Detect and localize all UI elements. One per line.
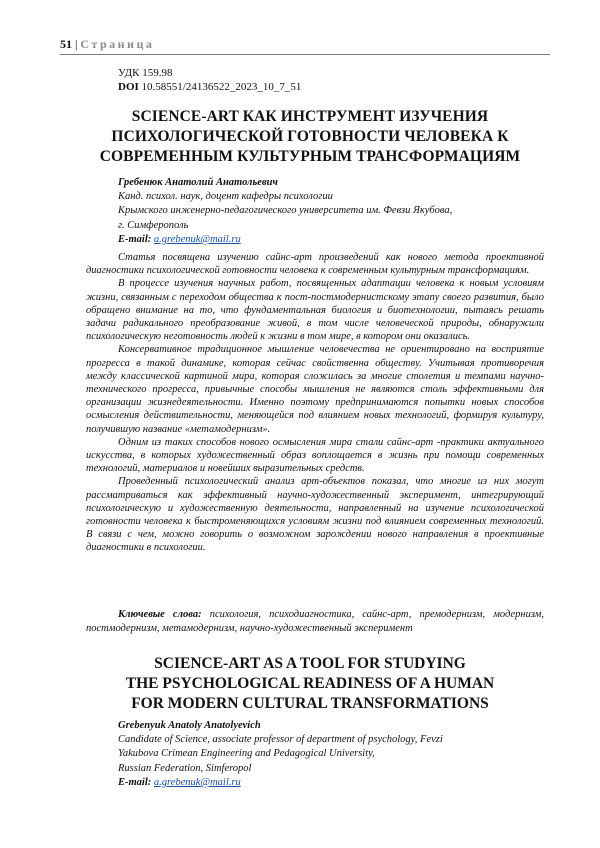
header-divider <box>60 54 550 55</box>
author-email-line-ru <box>118 233 538 247</box>
header-separator: | <box>75 37 78 51</box>
abstract-ru <box>86 251 544 555</box>
author-name-en: Grebenyuk Anatoly Anatolyevich <box>118 720 261 731</box>
page-number: 51 <box>60 37 72 51</box>
abstract-paragraph: Статья посвящена изучению сайнс-арт произведений как нового метода проективной диагностики психологической готовности человека к современным культурным трансформациям. <box>86 252 544 277</box>
abstract-paragraph: Одним из таких способов нового осмысления мира стали сайнс-арт -практики актуального искусства, в которых художественный образ воплощается в жизнь при помощи современных технологий, материалов и новейших выразительных средств. <box>86 436 544 475</box>
doi-line <box>118 80 301 94</box>
author-block-ru <box>118 176 538 247</box>
title-ru-line: ПСИХОЛОГИЧЕСКОЙ ГОТОВНОСТИ ЧЕЛОВЕКА К <box>111 128 509 145</box>
author-affiliation-line: Yakubova Crimean Engineering and Pedagogical University, <box>118 748 375 760</box>
doi-value: 10.58551/24136522_2023_10_7_51 <box>141 81 302 93</box>
page-header <box>60 37 550 52</box>
email-label: E-mail: <box>118 233 152 245</box>
udk-code: УДК 159.98 <box>118 67 173 79</box>
author-affiliation-line: г. Симферополь <box>118 219 189 231</box>
keywords-label: Ключевые слова: <box>118 609 202 620</box>
keywords-text: психология, психодиагностика, сайнс-арт, премодернизм, модернизм, постмодернизм, метамодернизм, научно-художественный эксперимент <box>86 609 545 634</box>
title-en-line: SCIENCE-ART AS A TOOL FOR STUDYING <box>154 655 466 672</box>
abstract-paragraph: Консервативное традиционное мышление человечества не ориентировано на восприятие прогресса в такой динамике, которая сейчас свойственна обществу. Учитывая противоречия между классической картиной мира, которая сложилась за многие столетия и темпами научно- технического прогресса, привычные способы мышления не являются столь эффективными для организации жизнедеятельности. Именно поэтому предпринимаются попытки новых способов осмысления действительности, меняющейся под влиянием новых технологий, формируя культуру, получившую название «метамодернизм». <box>86 344 544 435</box>
email-label: E-mail: <box>118 776 152 788</box>
author-affiliation-line: Канд. психол. наук, доцент кафедры психологии <box>118 191 333 203</box>
author-affiliation-line: Крымского инженерно-педагогического университета им. Февзи Якубова, <box>118 205 453 217</box>
article-meta <box>118 66 301 94</box>
keywords-ru <box>86 608 544 635</box>
abstract-paragraph: В процессе изучения научных работ, посвященных адаптации человека к новым условиям жизни, связанным с переходом общества к пост-постмодернистскому этапу своего развития, было обращено внимание на то, что фундаментальная биология и биотехнологии, пытаясь решать задачи радикального преобразование живой, в том числе человеческой природы, обнаружили психологическую неготовность людей к жизни в том мире, в котором они оказались. <box>86 278 544 343</box>
author-name-ru: Гребенюк Анатолий Анатольевич <box>118 177 278 188</box>
email-link[interactable]: a.grebenuk@mail.ru <box>153 776 241 788</box>
author-email-line-en <box>118 776 538 790</box>
email-link[interactable]: a.grebenuk@mail.ru <box>153 233 241 245</box>
title-en-line: FOR MODERN CULTURAL TRANSFORMATIONS <box>131 695 489 712</box>
title-ru-line: SCIENCE-ART КАК ИНСТРУМЕНТ ИЗУЧЕНИЯ <box>131 108 489 125</box>
author-affiliation-line: Candidate of Science, associate professor of department of psychology, Fevzi <box>118 734 443 746</box>
title-ru-line: СОВРЕМЕННЫМ КУЛЬТУРНЫМ ТРАНСФОРМАЦИЯМ <box>99 148 521 165</box>
abstract-paragraph: Проведенный психологический анализ арт-объектов показал, что многие из них могут рассматриваться как эффективный научно-художественный эксперимент, интегрирующий психологическую и художественную деятельности, направленный на изучение психологической готовности человека к быстроменяющихся условиям жизни под влиянием современных технологий. В связи с чем, можно говорить о возможном зарождении нового направления в проективные диагностики в психологии. <box>86 476 544 554</box>
author-block-en <box>118 719 538 790</box>
article-title-en <box>70 654 550 714</box>
article-title-ru <box>70 107 550 167</box>
doi-label: DOI <box>118 81 139 93</box>
author-affiliation-line: Russian Federation, Simferopol <box>118 762 252 774</box>
title-en-line: THE PSYCHOLOGICAL READINESS OF A HUMAN <box>125 675 495 692</box>
page-label: Страница <box>80 37 155 51</box>
